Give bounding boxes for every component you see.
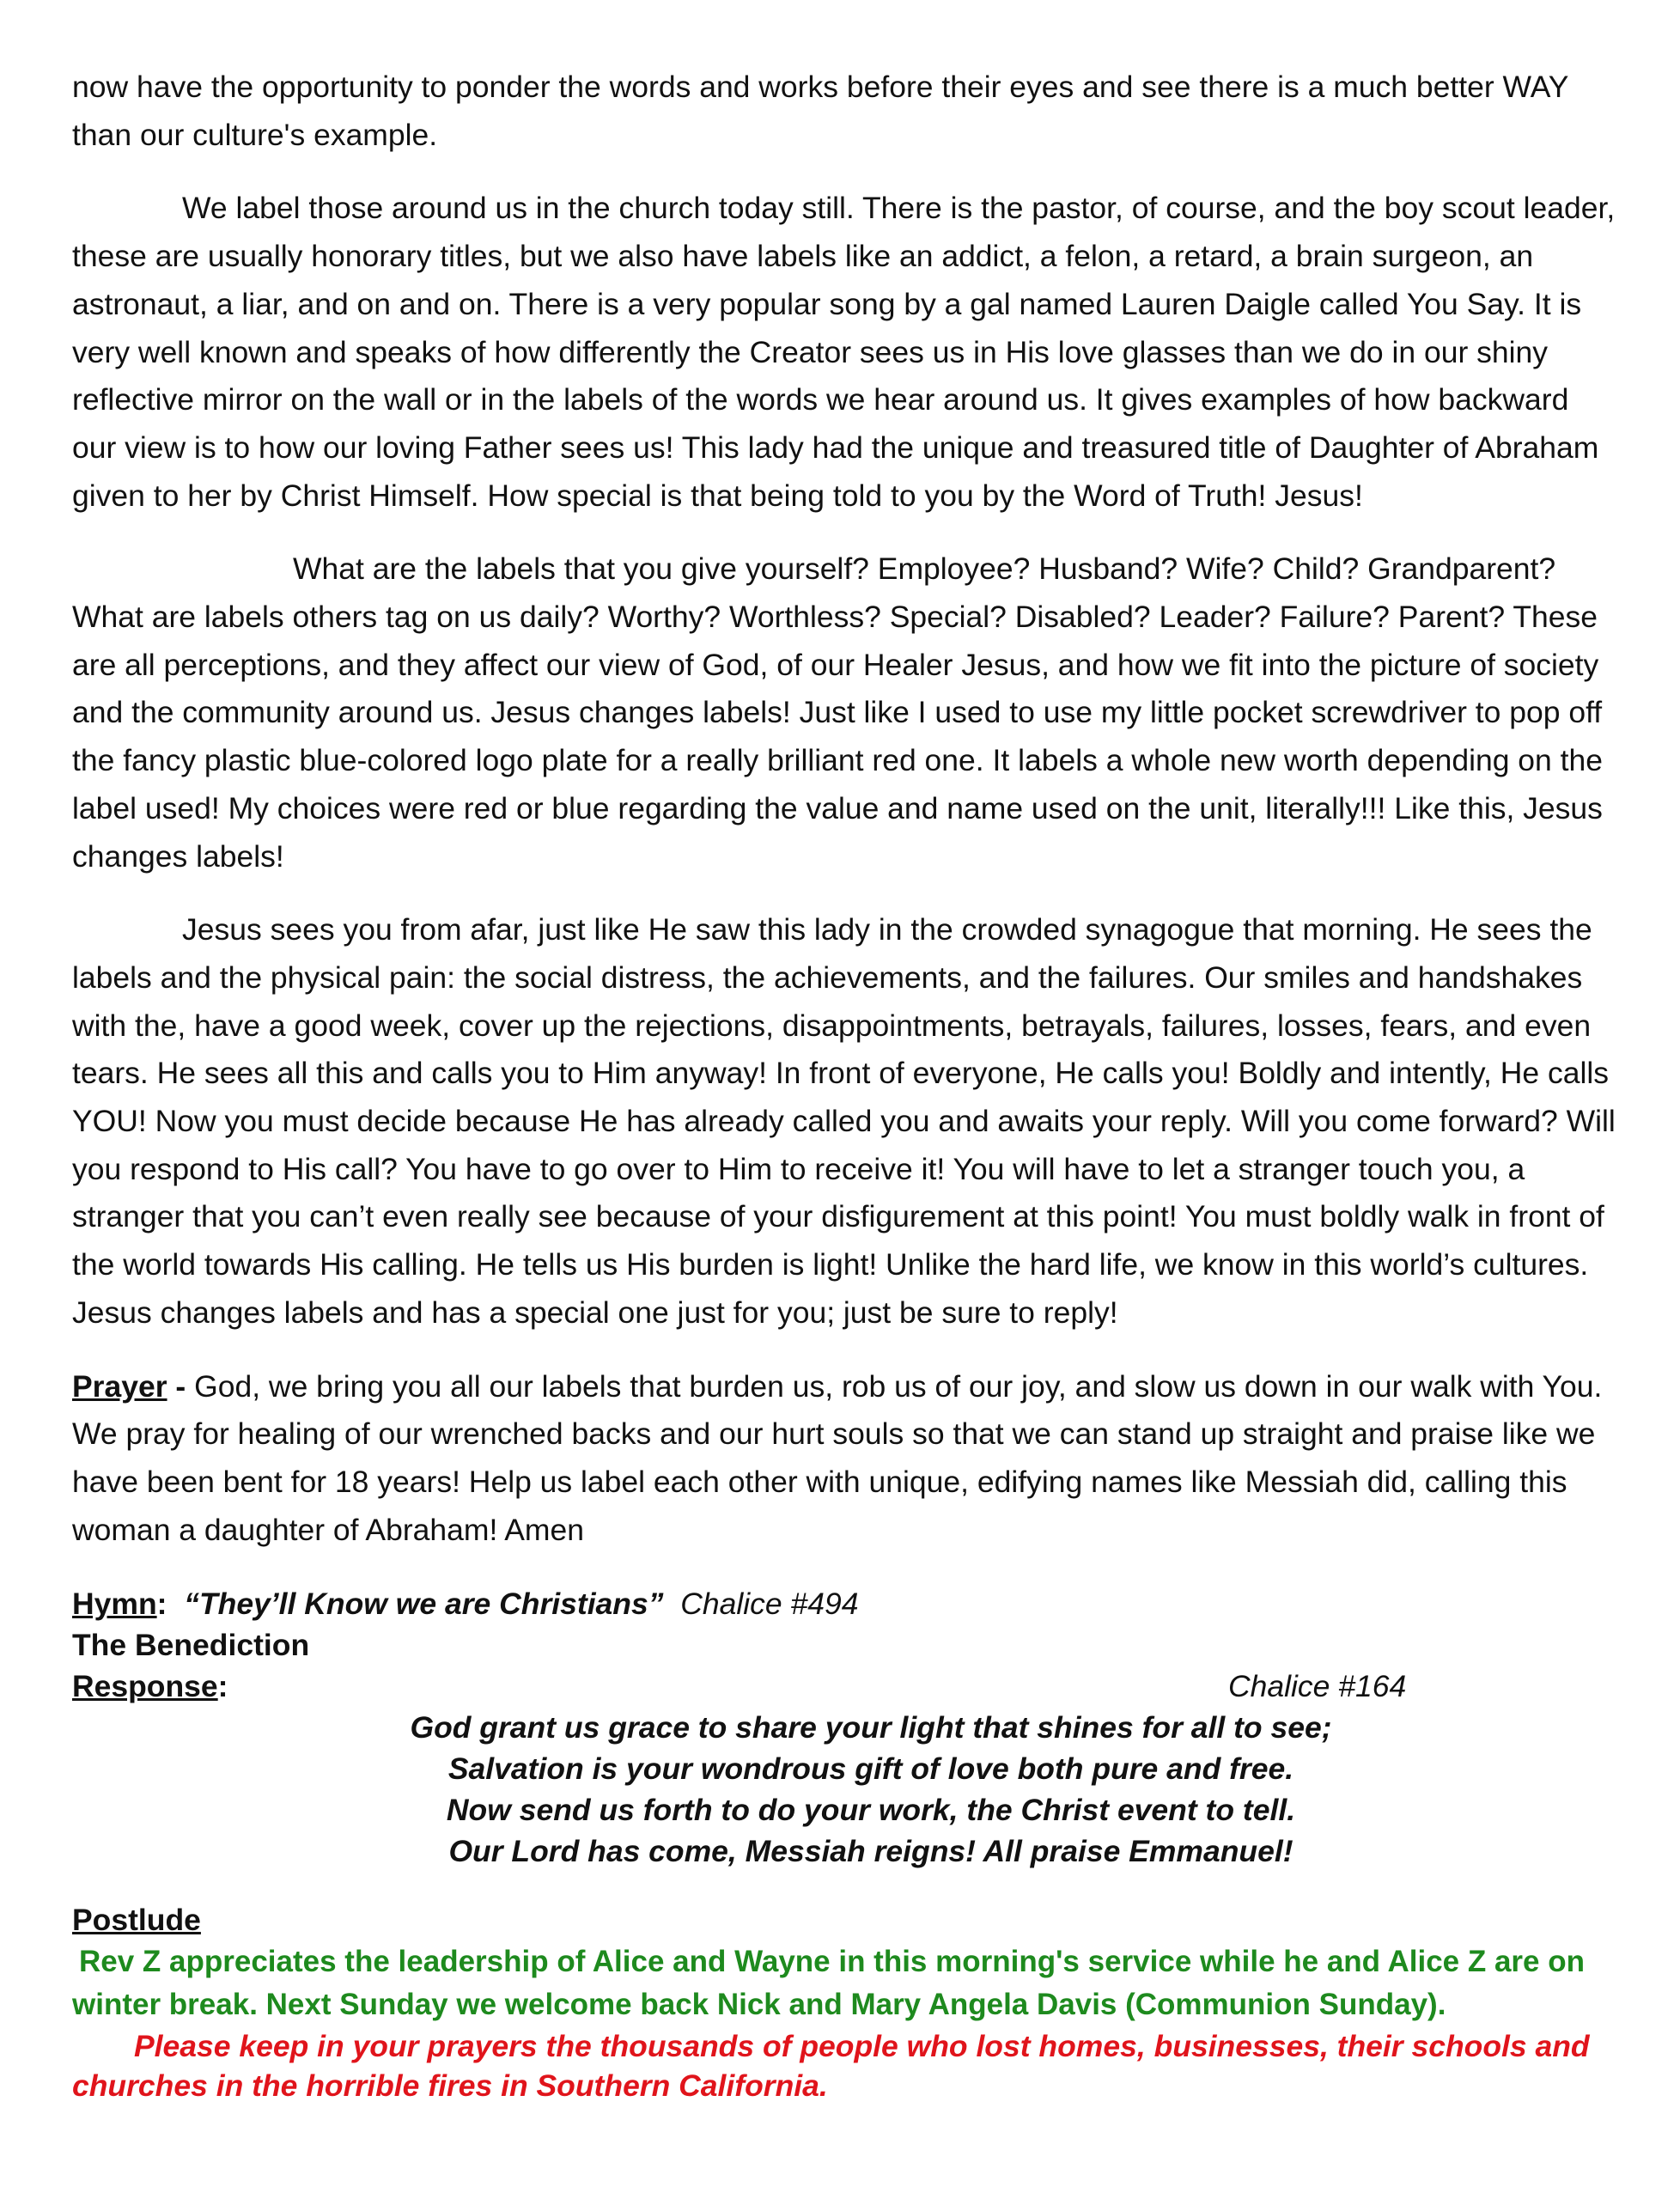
verse-line: Now send us forth to do your work, the Christ event to tell. (446, 1793, 1296, 1828)
paragraph-labels-church: We label those around us in the church today still. There is the pastor, of course, and the boy scout leader, these are usually honorary titles, but we also have labels like an addict, a felon, a retard, a brain surgeon, an astronaut, a liar, and on and on. There is a very popular song by a gal named Lauren Daigle called You Say. It is very well known and speaks of how differently the Creator sees us in His love glasses than we do in our shiny reflective mirror on the wall or in the labels of the words we hear around us. It gives examples of how backward our view is to how our loving Father sees us! This lady had the unique and treasured title of Daughter of Abraham given to her by Christ Himself. How special is that being told to you by the Word of Truth! Jesus! (72, 191, 1616, 513)
verse-line: Salvation is your wondrous gift of love both pure and free. (447, 1751, 1294, 1787)
verse-line: Our Lord has come, Messiah reigns! All praise Emmanuel! (448, 1834, 1293, 1869)
paragraph-opening: now have the opportunity to ponder the words and works before their eyes and see there is a much better WAY than our culture's example. (72, 70, 1568, 152)
response-colon: : (217, 1669, 228, 1704)
response-verses (72, 1707, 1618, 1872)
paragraph-labels-yourself: What are the labels that you give yourself? Employee? Husband? Wife? Child? Grandparent? What are labels others tag on us daily? Worthy? Worthless? Special? Disabled? Leader? Failure? Parent? These are all perceptions, and they affect our view of God, of our Healer Jesus, and how we fit into the picture of society and the community around us. Jesus changes labels! Just like I used to use my little pocket screwdriver to pop off the fancy plastic blue-colored logo plate for a really brilliant red one. It labels a whole new worth depending on the label used! My choices were red or blue regarding the value and name used on the unit, literally!!! Like this, Jesus changes labels! (72, 551, 1604, 874)
hymn-line (72, 1583, 1618, 1624)
response-reference: Chalice #164 (1228, 1669, 1407, 1704)
prayer-label: Prayer (72, 1368, 167, 1404)
response-label: Response (72, 1669, 218, 1704)
hymn-title: “They’ll Know we are Christians” (184, 1587, 664, 1622)
verse-line: God grant us grace to share your light that shines for all to see; (410, 1710, 1332, 1745)
prayer-request-text: Please keep in your prayers the thousands of people who lost homes, businesses, their schools and churches in the horrible fires in Southern California. (72, 2029, 1590, 2104)
hymn-label: Hymn (72, 1587, 157, 1622)
paragraph-jesus-sees: Jesus sees you from afar, just like He saw this lady in the crowded synagogue that morning. He sees the labels and the physical pain: the social distress, the achievements, and the failures. Our smiles and handshakes with the, have a good week, cover up the rejections, disappointments, betrayals, failures, losses, fears, and even tears. He sees all this and calls you to Him anyway! In front of everyone, He calls you! Boldly and intently, He calls YOU! Now you must decide because He has already called you and awaits your reply. Will you come forward? Will you respond to His call? You have to go over to Him to receive it! You will have to let a stranger touch you, a stranger that you can’t even really see because of your disfigurement at this point! You must boldly walk in front of the world towards His calling. He tells us His burden is light! Unlike the hard life, we know in this world’s cultures. Jesus changes labels and has a special one just for you; just be sure to reply! (72, 912, 1616, 1330)
benediction-heading: The Benediction (72, 1628, 310, 1663)
hymn-reference: Chalice #494 (663, 1587, 859, 1622)
hymn-colon: : (156, 1587, 185, 1622)
document-page (72, 64, 1618, 2105)
prayer-section (72, 1363, 1618, 1555)
announcement-text: Rev Z appreciates the leadership of Alice and Wayne in this morning's service while he and Alice Z are on winter break. Next Sunday we welcome back Nick and Mary Angela Davis (Communion Sunday). (72, 1945, 1585, 2022)
postlude-heading: Postlude (72, 1903, 201, 1938)
prayer-text: God, we bring you all our labels that burden us, rob us of our joy, and slow us down in our walk with You. We pray for healing of our wrenched backs and our hurt souls so that we can stand up straight and praise like we have been bent for 18 years! Help us label each other with unique, edifying names like Messiah did, calling this woman a daughter of Abraham! Amen (72, 1368, 1603, 1547)
response-line (72, 1666, 1618, 1707)
prayer-separator: - (167, 1368, 195, 1404)
